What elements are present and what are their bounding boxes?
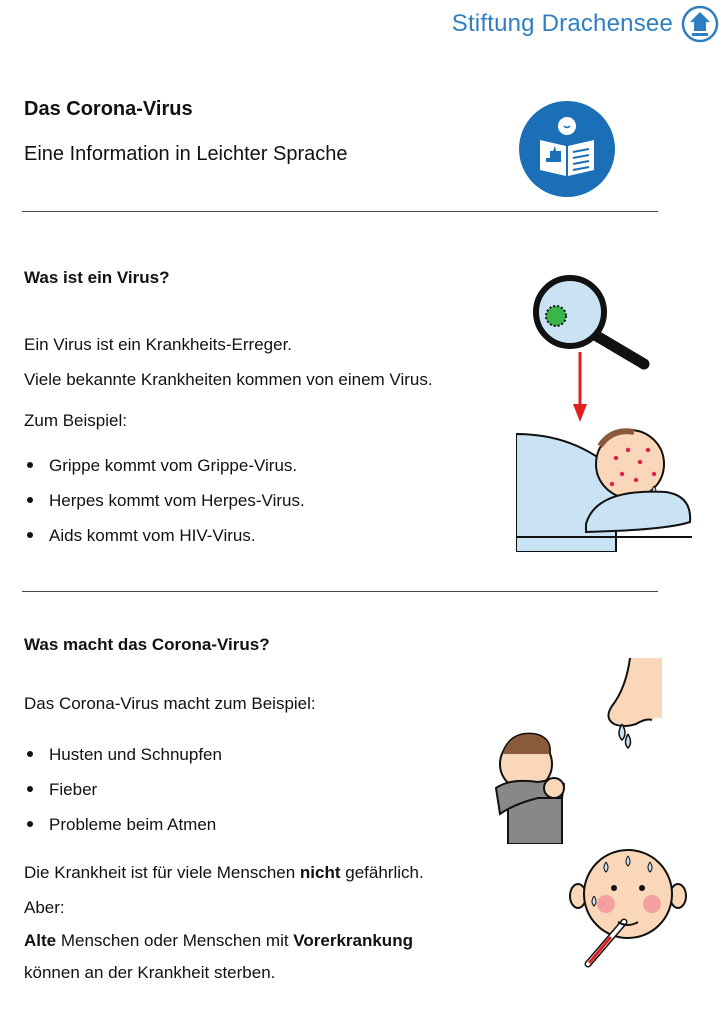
list-item: Probleme beim Atmen [24,815,222,850]
section-heading-corona: Was macht das Corona-Virus? [24,635,270,654]
section-heading-virus: Was ist ein Virus? [24,268,170,287]
text-run: gefährlich. [340,863,424,882]
list-item: Fieber [24,780,222,815]
text-line: Viele bekannte Krankheiten kommen von einem Virus. [24,370,433,389]
coughing-person-icon [490,724,578,844]
list-item: Husten und Schnupfen [24,745,222,780]
easy-read-icon [518,100,616,198]
sick-person-bed-icon [516,428,692,552]
text-line: Ein Virus ist ein Krankheits-Erreger. [24,335,293,354]
logo-text: Stiftung Drachensee [451,10,673,37]
text-line: können an der Krankheit sterben. [24,963,276,982]
list-item: Aids kommt vom HIV-Virus. [24,526,305,561]
bold-text: nicht [299,863,341,882]
list-item: Grippe kommt vom Grippe-Virus. [24,456,305,491]
runny-nose-icon [600,658,662,752]
page-title: Das Corona-Virus [24,98,193,120]
bold-text: Vorerkrankung [293,931,413,950]
text-line [24,931,413,951]
magnifier-virus-icon [528,268,654,374]
bullet-list [24,745,222,850]
text-line: Das Corona-Virus macht zum Beispiel: [24,694,316,713]
text-run: Die Krankheit ist für viele Menschen [24,863,300,882]
text-line: Aber: [24,898,65,917]
fever-face-icon [566,848,690,970]
text-run: Menschen oder Menschen mit [56,931,294,950]
divider [22,591,658,592]
red-arrow-icon [570,352,590,424]
brand-logo [419,4,719,44]
text-line: Zum Beispiel: [24,411,127,430]
bold-text: Alte [24,931,57,950]
page-subtitle: Eine Information in Leichter Sprache [24,143,348,165]
divider [22,211,658,212]
bullet-list [24,456,305,561]
logo-house-icon [681,5,719,43]
text-line [24,863,424,883]
list-item: Herpes kommt vom Herpes-Virus. [24,491,305,526]
